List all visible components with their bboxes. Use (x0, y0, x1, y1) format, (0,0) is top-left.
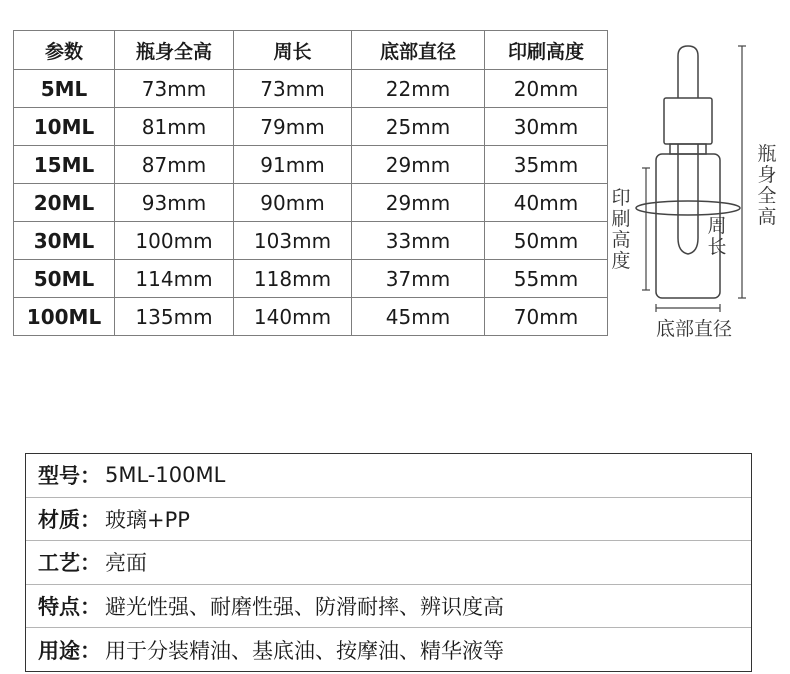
table-cell: 30mm (485, 108, 608, 146)
header-cell: 瓶身全高 (115, 31, 234, 70)
header-cell: 底部直径 (352, 31, 485, 70)
table-cell: 140mm (234, 298, 352, 336)
table-cell: 100mm (115, 222, 234, 260)
table-row (14, 222, 608, 260)
circumference-label: 周长 (707, 215, 727, 258)
size-cell: 100ML (14, 298, 115, 336)
table-header-row (14, 31, 608, 70)
total-height-line (738, 46, 746, 298)
header-cell: 参数 (14, 31, 115, 70)
table-cell: 79mm (234, 108, 352, 146)
table-cell: 73mm (234, 70, 352, 108)
info-row-material (26, 497, 751, 541)
info-label: 材质： (38, 507, 101, 532)
table-cell: 50mm (485, 222, 608, 260)
table-cell: 70mm (485, 298, 608, 336)
info-row-process (26, 540, 751, 584)
bottle-cap (664, 98, 712, 144)
size-cell: 30ML (14, 222, 115, 260)
table-cell: 45mm (352, 298, 485, 336)
table-cell: 35mm (485, 146, 608, 184)
table-cell: 90mm (234, 184, 352, 222)
table-row (14, 108, 608, 146)
table-cell: 40mm (485, 184, 608, 222)
table-row (14, 146, 608, 184)
table-cell: 37mm (352, 260, 485, 298)
header-cell: 周长 (234, 31, 352, 70)
circumference-ring (636, 201, 740, 215)
table-cell: 81mm (115, 108, 234, 146)
info-label: 型号： (38, 464, 101, 489)
table-cell: 25mm (352, 108, 485, 146)
info-row-usage (26, 627, 751, 671)
info-value: 亮面 (105, 551, 147, 576)
size-cell: 15ML (14, 146, 115, 184)
table-cell: 114mm (115, 260, 234, 298)
table-cell: 73mm (115, 70, 234, 108)
info-value: 5ML-100ML (105, 463, 226, 488)
size-cell: 50ML (14, 260, 115, 298)
size-cell: 5ML (14, 70, 115, 108)
info-label: 工艺： (38, 551, 101, 576)
base-diameter-line (656, 304, 720, 312)
pipette (678, 144, 698, 254)
base-diameter-label: 底部直径 (656, 318, 733, 340)
table-row (14, 184, 608, 222)
info-row-features (26, 584, 751, 628)
table-cell: 33mm (352, 222, 485, 260)
header-cell: 印刷高度 (485, 31, 608, 70)
size-cell: 20ML (14, 184, 115, 222)
table-cell: 29mm (352, 146, 485, 184)
table-row (14, 260, 608, 298)
table-cell: 20mm (485, 70, 608, 108)
bottle-diagram (610, 38, 785, 338)
table-cell: 93mm (115, 184, 234, 222)
table-row (14, 70, 608, 108)
print-height-label: 印刷高度 (611, 187, 631, 272)
info-label: 特点： (38, 595, 101, 620)
table-cell: 87mm (115, 146, 234, 184)
size-cell: 10ML (14, 108, 115, 146)
product-info-box (25, 453, 752, 672)
table-cell: 91mm (234, 146, 352, 184)
table-cell: 135mm (115, 298, 234, 336)
table-row (14, 298, 608, 336)
total-height-label: 瓶身全高 (757, 143, 777, 228)
info-value: 避光性强、耐磨性强、防滑耐摔、辨识度高 (105, 595, 504, 620)
info-row-model (26, 454, 751, 497)
info-label: 用途： (38, 638, 101, 663)
info-value: 玻璃+PP (105, 507, 190, 532)
table-cell: 118mm (234, 260, 352, 298)
print-height-line (642, 168, 650, 290)
spec-table (13, 30, 608, 336)
info-value: 用于分装精油、基底油、按摩油、精华液等 (105, 638, 504, 663)
table-cell: 22mm (352, 70, 485, 108)
table-cell: 29mm (352, 184, 485, 222)
table-cell: 103mm (234, 222, 352, 260)
dropper-bulb (678, 46, 698, 98)
table-cell: 55mm (485, 260, 608, 298)
bottle-neck (670, 144, 706, 154)
